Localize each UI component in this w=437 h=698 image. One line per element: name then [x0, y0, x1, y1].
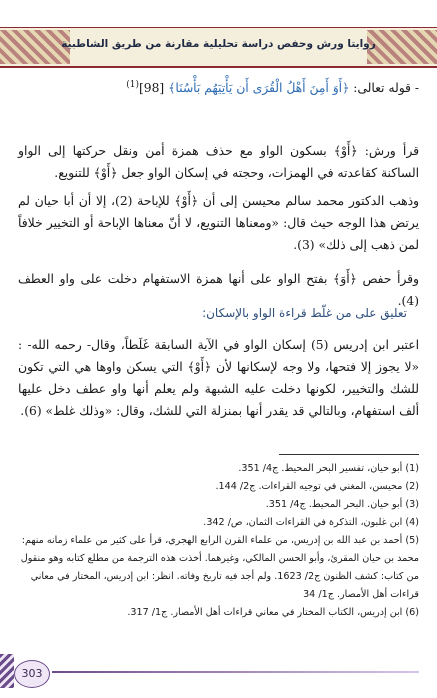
bottom-ornament-line	[52, 671, 419, 673]
corner-ornament-icon	[0, 654, 14, 688]
footnote-ref-1: (1)	[126, 80, 139, 90]
footnote-item: (5) أحمد بن عبد الله بن إدريس، من علماء القرن الرابع الهجري، قرأ على كثير من علماء زمانه منهم: محمد بن حيان المقرئ، وأبو الحسن المالكي، وغيرهما. أخذت هذه الترجمة من مطلع كتابه وهو منقول من كتاب: كشف الظنون ج2/ 1623. ولم أجد فيه تاريخ وفاته. انظر: ابن إدريس، المختار في معاني قراءات أهل الأمصار. ج1/ 34	[20, 535, 419, 600]
footnote-item: (2) محيسن، المغني في توجيه القراءات. ج2/ 144.	[215, 481, 419, 492]
footnote-item: (3) أبو حيان. البحر المحيط. ج4/ 351.	[265, 499, 419, 510]
paragraph-verse	[18, 74, 419, 99]
paragraph-ibn-idris: اعتبر ابن إدريس (5) إسكان الواو في الآية السابقة غَلَطاً، وقال- رحمه الله- : «لا يجوز إلا فتحها، ولا وجه لإسكانها لأن ﴿أَوْ﴾ التي يسكن واوها هي التي تكون للشك والتخيير، لكونها دخلت عليه الشبهة ولم يعلم أنها واو عطف دخل عليها ألف استفهام، وبالتالي قد يقدر أنها بمنزلة التي للشك، وقال: «وذلك غلط» (6).	[18, 338, 419, 418]
verse-number: [98]	[138, 81, 165, 96]
quran-verse: ﴿أَوَ أَمِنَ أَهْلُ الْقُرَى أَن يَأْتِيَهُم بَأْسُنَا﴾	[168, 81, 350, 96]
page-number: 303	[14, 660, 50, 688]
running-header-title: روايتا ورش وحفص دراسة تحليلية مقارنة من طريق الشاطبية	[61, 38, 376, 50]
footnote-item: (4) ابن غلبون، التذكرة في القراءات الثمان، ص/ 342.	[203, 517, 419, 528]
paragraph-warsh: قرأ ورش: ﴿أَوْ﴾ بسكون الواو مع حذف همزة أمن ونقل حركتها إلى الواو الساكنة كقاعدته في الهمزات، وحجته في إسكان الواو جعل ﴿أَوْ﴾ للتنويع.	[18, 144, 419, 180]
paragraph-muhaisin: وذهب الدكتور محمد سالم محيسن إلى أن ﴿أَوْ﴾ للإباحة (2)، إلا أن أبا حيان لم يرتض هذا الوجه حيث قال: «ومعناها التنويع، لا أنّ معناها الإباحة أو التخيير خلافاً لمن ذهب إلى ذلك» (3).	[18, 194, 419, 252]
footnote-separator	[279, 454, 419, 455]
footnotes	[18, 460, 419, 622]
ornament-right-icon	[367, 30, 437, 64]
header-bottom-rule	[0, 66, 437, 68]
section-subheading: تعليق على من غلّط قراءة الواو بالإسكان:	[202, 306, 407, 320]
footnote-item: (6) ابن إدريس، الكتاب المختار في معاني قراءات أهل الأمصار. ج1/ 317.	[127, 607, 419, 618]
verse-intro: - قوله تعالى:	[353, 81, 419, 96]
footnote-item: (1) أبو حيان، تفسير البحر المحيط. ج4/ 351.	[238, 463, 419, 474]
paragraph-hafs: وقرأ حفص ﴿أَوَ﴾ بفتح الواو على أنها همزة الاستفهام دخلت على واو العطف (4).	[18, 272, 419, 308]
